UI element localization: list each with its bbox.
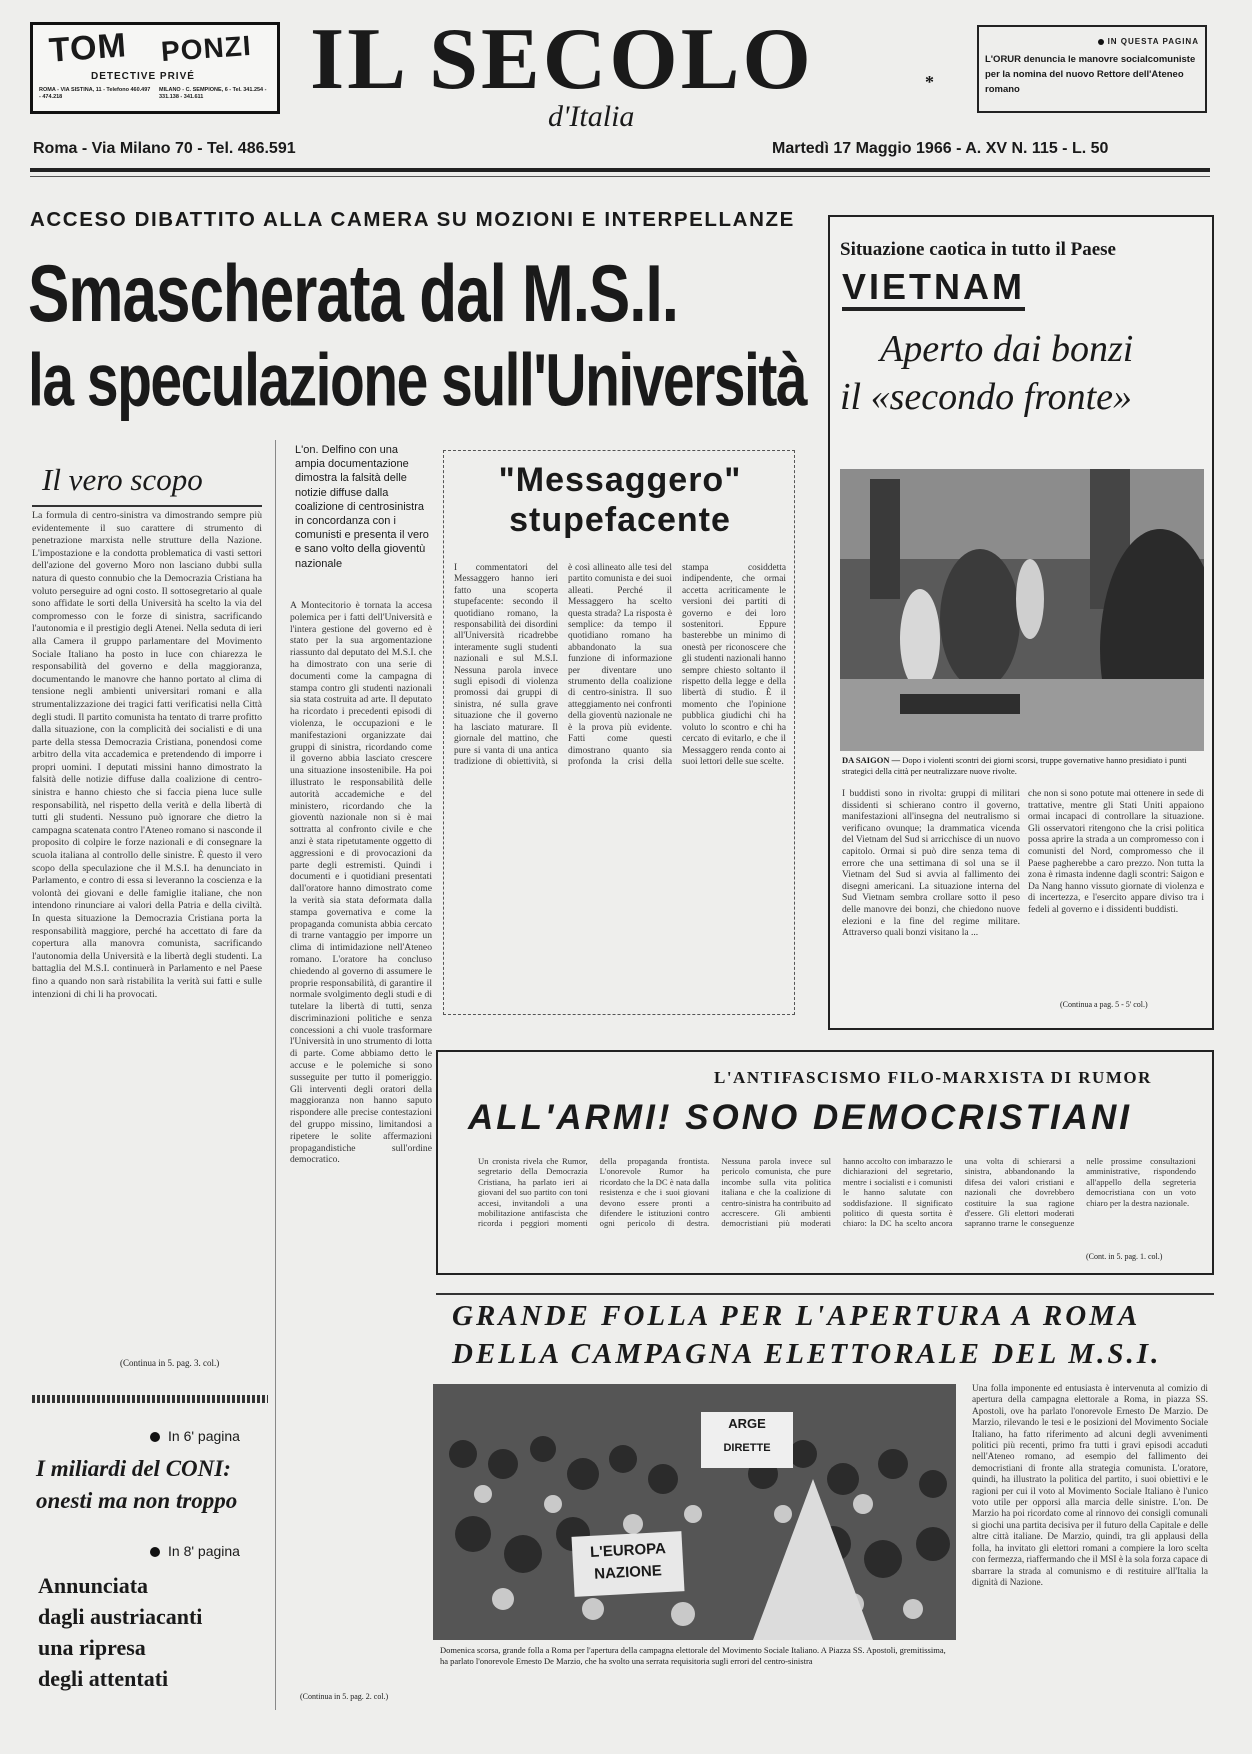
address-line: Roma - Via Milano 70 - Tel. 486.591: [33, 140, 296, 157]
col1-title: Il vero scopo: [42, 462, 203, 497]
vietnam-title-line1: Aperto dai bonzi: [880, 328, 1134, 370]
box-heading-text: IN QUESTA PAGINA: [1107, 37, 1199, 46]
ad-milano-address: MILANO - C. SEMPIONE, 6 - Tel. 341.254 - 331.138 - 341.611: [159, 87, 267, 100]
rally-rule: [436, 1293, 1214, 1295]
rally-article-text: Una folla imponente ed entusiasta è intervenuta al comizio di apertura della campagna elettorale a Roma, in piazza SS. Apostoli, ove ha parlato l'onorevole Ernesto De Marzio. De Marzio, rilevando le tesi e le posizioni del Movimento Sociale Italiano, ha fatto riferimento ad alcuni degli avvenimenti politici più recenti, primo fra tutti i gravi episodi accaduti nell'Ateneo romano, ad esempio del fallimento dei democristiani di fronte alla strategia comunista. L'oratore, quindi, ha illustrato la politica del partito, i suoi obiettivi e le ragioni per cui il voto al Movimento Sociale Italiano è l'unico voto utile per opporsi alla marcia delle sinistre. L'on. De Marzio ha poi ricordato come al rinnovo dei consigli comunali si giochi una partita decisiva per il futuro della Capitale e delle altre città italiane. De Marzio, quindi, tra gli applausi della folla, ha invitato gli elettori romani a compiere la loro scelta con fermezza, riaffermando che il MSI è la sola forza capace di sbarrare la strada al comunismo e di restituire all'Italia la dignità di Nazione.: [972, 1384, 1208, 1588]
vietnam-kicker: Situazione caotica in tutto il Paese: [840, 239, 1116, 260]
rumor-kicker: L'ANTIFASCISMO FILO-MARXISTA DI RUMOR: [714, 1068, 1152, 1087]
rally-photo-caption: Domenica scorsa, grande folla a Roma per l'apertura della campagna elettorale del Movimento Sociale Italiano. A Piazza SS. Apostoli, gremitissima, ha parlato l'onorevole Ernesto De Marzio, che ha svolto una serrata requisitoria sugli errori del centro-sinistra: [440, 1645, 946, 1666]
rally-headline-line2: DELLA CAMPAGNA ELETTORALE DEL M.S.I.: [452, 1338, 1162, 1370]
vietnam-photo: [840, 469, 1204, 751]
col1-article-text: La formula di centro-sinistra va dimostrando sempre più evidentemente il suo carattere di strumento di penetrazione marxista nelle strutture della Nazione. L'impostazione e la condotta problematica di vasti settori dell'azione del governo Moro non lasciano dubbi sulla natura di questo connubio che la Democrazia Cristiana ha voluto perseguire ad ogni costo. Il sottosegretario al quale sono affidate le sorti della Università ha scelto la via del compromesso con le forze di sinistra, sacrificando l'autonomia e il prestigio degli Atenei. Nella seduta di ieri alla Camera il gruppo parlamentare del Movimento Sociale Italiano ha posto in luce con chiarezza le responsabilità del governo e della maggioranza, documentando le manovre che hanno portato al clima di tensione negli ambienti universitari romani e alla strumentalizzazione dei tragici fatti verificatisi nella Città degli studi. Il partito comunista ha tentato di trarre profitto dalla situazione, con la complicità dei socialisti e di una parte della stessa Democrazia Cristiana, ponendosi come arbitro della vita accademica e pretendendo di imporre i propri uomini. I deputati missini hanno dimostrato la falsità delle notizie diffuse dalla coalizione di centro-sinistra e hanno chiesto che si faccia piena luce sulle responsabilità, nel rispetto della verità e della libertà di tutti gli studenti. Nessuno può ignorare che dietro la campagna scatenata contro l'Ateneo romano si nasconde il proposito di colpire le forze nazionali e di consegnare la scuola italiana al controllo delle sinistre. È questo il vero scopo della speculazione che il M.S.I. ha denunciato in Parlamento, e contro di essa si leveranno la coscienza e la volontà dei giovani e delle famiglie italiane, che non intendono rinunciare ai valori della Patria e della civiltà. In questa situazione la Democrazia Cristiana porta la responsabilità maggiore, perché ha accettato di fare da copertura alla manovra comunista, sacrificando l'autonomia della Università e la libertà degli studenti. La battaglia del M.S.I. continuerà in Parlamento e nel Paese fino a quando non sarà ristabilita la verità sui fatti e sulle intenzioni di chi li ha provocati.: [32, 510, 262, 1000]
miliardi-page-label-text: In 6' pagina: [168, 1428, 240, 1444]
main-headline-line2: la speculazione sull'Università: [28, 339, 807, 423]
rumor-box: [436, 1050, 1214, 1275]
masthead-rule: [30, 168, 1210, 172]
photo-caption-lead: DA SAIGON —: [842, 755, 901, 765]
col2-article-text: A Montecitorio è tornata la accesa polemica per i fatti dell'Università e l'intera gestione del governo ed è stato per la sua argomentazione riassunto dal deputato del M.S.I. che ha dimostrato con una serie di documenti come la campagna di stampa contro gli studenti nazionali sia stata costruita ad arte. Il deputato ha ricordato i precedenti episodi di violenza, le occupazioni e le manifestazioni organizzate dai gruppi di sinistra, ricordando come il governo abbia lasciato crescere una situazione insostenibile. Ha poi illustrato le responsabilità delle autorità accademiche e del ministero, ricordando che la gioventù nazionale non si è mai sottratta al confronto civile e che anzi è stata ripetutamente oggetto di aggressioni e di provocazioni da parte degli estremisti. Quindi i documenti e i quotidiani presentati dall'oratore hanno dimostrato come la verità sia stata deformata dalla stampa governativa e come la propaganda comunista abbia cercato di trarne vantaggio per imporre un clima di intimidazione nell'Ateneo romano. L'oratore ha concluso chiedendo al governo di assumere le proprie responsabilità, di garantire il normale svolgimento degli studi e di tutelare la libertà di tutti, senza discriminazioni politiche e senza concessioni a chi vuole trasformare l'Università in uno strumento di lotta di parte. Come abbiamo detto le accuse e le polemiche si sono susseguite per tutto il pomeriggio. Gli interventi degli oratori della maggioranza non hanno saputo rispondere alle precise contestazioni del gruppo missino, limitandosi a ripetere le solite affermazioni propagandistiche sull'ordine democratico.: [290, 600, 432, 1166]
austria-title-line1: Annunciata: [38, 1573, 149, 1598]
vietnam-photo-caption: [842, 755, 1204, 776]
vietnam-photo-image: [840, 469, 1204, 751]
messaggero-title-line1: "Messaggero": [498, 461, 742, 499]
box-text: L'ORUR denuncia le manovre socialcomuniste per la nomina del nuovo Rettore dell'Ateneo romano: [985, 54, 1196, 95]
ad-title-tom: TOM: [47, 26, 129, 70]
box-heading: [985, 37, 1199, 46]
masthead-asterisk: *: [925, 72, 934, 92]
bullet-icon: [150, 1547, 160, 1557]
bullet-icon: [150, 1432, 160, 1442]
vietnam-box: [828, 215, 1214, 1030]
rumor-article-text: Un cronista rivela che Rumor, segretario della Democrazia Cristiana, ha parlato ieri ai giovani del suo partito con toni accesi, invitandoli a una mobilitazione antifascista che ricorda i peggiori momenti della propaganda frontista. L'onorevole Rumor ha ricordato che la DC è nata dalla resistenza e che i suoi giovani devono essere pronti a difendere le istituzioni contro ogni pericolo di destra. Nessuna parola invece sul pericolo comunista, che pure incombe sulla vita politica italiana e che la coalizione di centro-sinistra ha contribuito ad accrescere. Gli ambienti democristiani più moderati hanno accolto con imbarazzo le dichiarazioni del segretario, mentre i socialisti e i comunisti le hanno salutate con soddisfazione. Il significato politico di questa sortita è chiaro: la DC ha scelto ancora una volta di schierarsi a sinistra, abbandonando la difesa dei valori cristiani e nazionali che dovrebbero costituire la sua ragione d'essere. Gli elettori moderati sapranno trarne le conseguenze nelle prossime consultazioni amministrative, rispondendo all'appello della segreteria democristiana con un voto chiaro per la destra nazionale.: [478, 1156, 1196, 1229]
austria-page-label: [150, 1543, 240, 1559]
miliardi-title-line2: onesti ma non troppo: [36, 1488, 238, 1513]
column-divider: [275, 440, 276, 1710]
messaggero-box: [443, 450, 795, 1015]
austria-title-line2: dagli austriacanti: [38, 1604, 203, 1629]
col1-continuation: (Continua in 5. pag. 3. col.): [120, 1358, 220, 1368]
ad-roma-address: ROMA - VIA SISTINA, 11 - Telefono 460.497 - 474.218: [39, 87, 151, 100]
newspaper-subtitle: d'Italia: [548, 100, 635, 133]
austria-title-line3: una ripresa: [38, 1635, 146, 1660]
messaggero-article-text: I commentatori del Messaggero hanno ieri fatto una scoperta stupefacente: secondo il quotidiano romano, la responsabilità dei disordini all'Università ricadrebbe interamente sugli studenti nazionali e sul M.S.I. Nessuna parola invece sugli episodi di violenza promossi dai gruppi di sinistra, né sulla grave situazione che il governo ha lasciato maturare. Il giornale del mattino, che pure si vanta di una antica tradizione di obiettività, si è così allineato alle tesi del partito comunista e dei suoi alleati. Perché il Messaggero ha scelto questa strada? La risposta è semplice: da tempo il quotidiano romano ha abbandonato la sua funzione di informazione per diventare uno strumento della coalizione di centro-sinistra. Il suo atteggiamento nei confronti della gioventù nazionale ne è la prova più evidente. Fatti come questi dimostrano quanto sia profonda la crisi della stampa cosiddetta indipendente, che ormai accetta acriticamente le versioni dei partiti di governo e dei loro sostenitori. Eppure basterebbe un minimo di onestà per riconoscere che gli studenti nazionali hanno sempre chiesto soltanto il rispetto della legge e della libertà di studio. È il momento che l'opinione pubblica giudichi chi ha voluto lo scontro e chi ha cercato di evitarlo, e che il Messaggero renda conto ai suoi lettori delle sue scelte.: [454, 563, 786, 767]
ad-subtitle: DETECTIVE PRIVÉ: [91, 71, 195, 82]
vietnam-body-right: che non si sono potute mai ottenere in sede di trattative, mentre gli Stati Uniti appaiono ormai incapaci di controllare la situazione. Gli osservatori ritengono che la crisi politica possa aprire la strada a un compromesso con i comunisti del Nord, compromesso che il Paese pagherebbe a caro prezzo. Non tutta la zona è rimasta indenne dagli scontri: Saigon e Da Nang hanno vissuto giornate di violenza e di incertezza, e l'esercito appare diviso tra i fedeli al governo e i dissidenti buddisti.: [1028, 789, 1204, 915]
bullet-icon: [1098, 39, 1104, 45]
austria-page-label-text: In 8' pagina: [168, 1543, 240, 1559]
vietnam-body-left: I buddisti sono in rivolta: gruppi di militari dissidenti si schierano contro il governo, manifestazioni all'insegna del neutralismo si verificano ovunque; la drammatica vicenda del Vietnam del Sud si arricchisce di un nuovo capitolo. Ormai si può dire senza tema di errore che una settimana di sol una se il Vietnam del Sud si avvia al fallimento dei disegni americani. La situazione interna del Sud Vietnam sembra crollare sotto il peso delle manovre dei bonzi, che chiedono nuove elezioni e la fine del regime militare. Attraverso quali bonzi visitano la ...: [842, 789, 1020, 939]
col2-continuation: (Continua in 5. pag. 2. col.): [300, 1692, 389, 1701]
rally-sign-1-line2: DIRETTE: [723, 1442, 771, 1454]
vietnam-title-line2: il «secondo fronte»: [840, 376, 1132, 418]
vietnam-tag: VIETNAM: [842, 267, 1025, 311]
rally-sign-1-line1: ARGE: [728, 1416, 766, 1431]
rumor-continuation: (Cont. in 5. pag. 1. col.): [1086, 1252, 1163, 1261]
in-this-page-box: [977, 25, 1207, 113]
masthead-rule-thin: [30, 176, 1210, 177]
rally-sign-2-line2: NAZIONE: [593, 1562, 663, 1583]
col1-rule: [32, 505, 262, 507]
austria-title-line4: degli attentati: [38, 1666, 169, 1691]
rally-sign-2-line1: L'EUROPA: [589, 1540, 667, 1561]
col1-divider: [32, 1395, 268, 1403]
main-headline-line1: Smascherata dal M.S.I.: [28, 249, 678, 339]
miliardi-page-label: [150, 1428, 240, 1444]
vietnam-continuation: (Continua a pag. 5 - 5' col.): [1060, 1000, 1148, 1009]
messaggero-title-line2: stupefacente: [509, 501, 731, 539]
main-kicker: ACCESO DIBATTITO ALLA CAMERA SU MOZIONI E INTERPELLANZE: [30, 208, 795, 231]
rumor-headline: ALL'ARMI! SONO DEMOCRISTIANI: [468, 1098, 1132, 1137]
miliardi-title-line1: I miliardi del CONI:: [36, 1456, 231, 1481]
newspaper-name: IL SECOLO: [310, 11, 814, 108]
rally-photo-image: [433, 1384, 956, 1640]
col2-intro: L'on. Delfino con una ampia documentazione dimostra la falsità delle notizie diffuse dalla coalizione di centrosinistra in concordanza con i comunisti e presenta il vero e sano volto della gioventù nazionale: [295, 444, 429, 570]
rally-photo: [433, 1384, 956, 1640]
detective-ad: [30, 22, 280, 114]
rally-headline-line1: GRANDE FOLLA PER L'APERTURA A ROMA: [452, 1300, 1141, 1332]
ad-title-ponzi: PONZI: [159, 29, 253, 68]
photo-caption-text: Dopo i violenti scontri dei giorni scorsi, truppe governative hanno presidiato i punti strategici della città per neutralizzare nuove rivolte.: [842, 755, 1187, 776]
date-line: Martedì 17 Maggio 1966 - A. XV N. 115 - L. 50: [772, 140, 1109, 157]
